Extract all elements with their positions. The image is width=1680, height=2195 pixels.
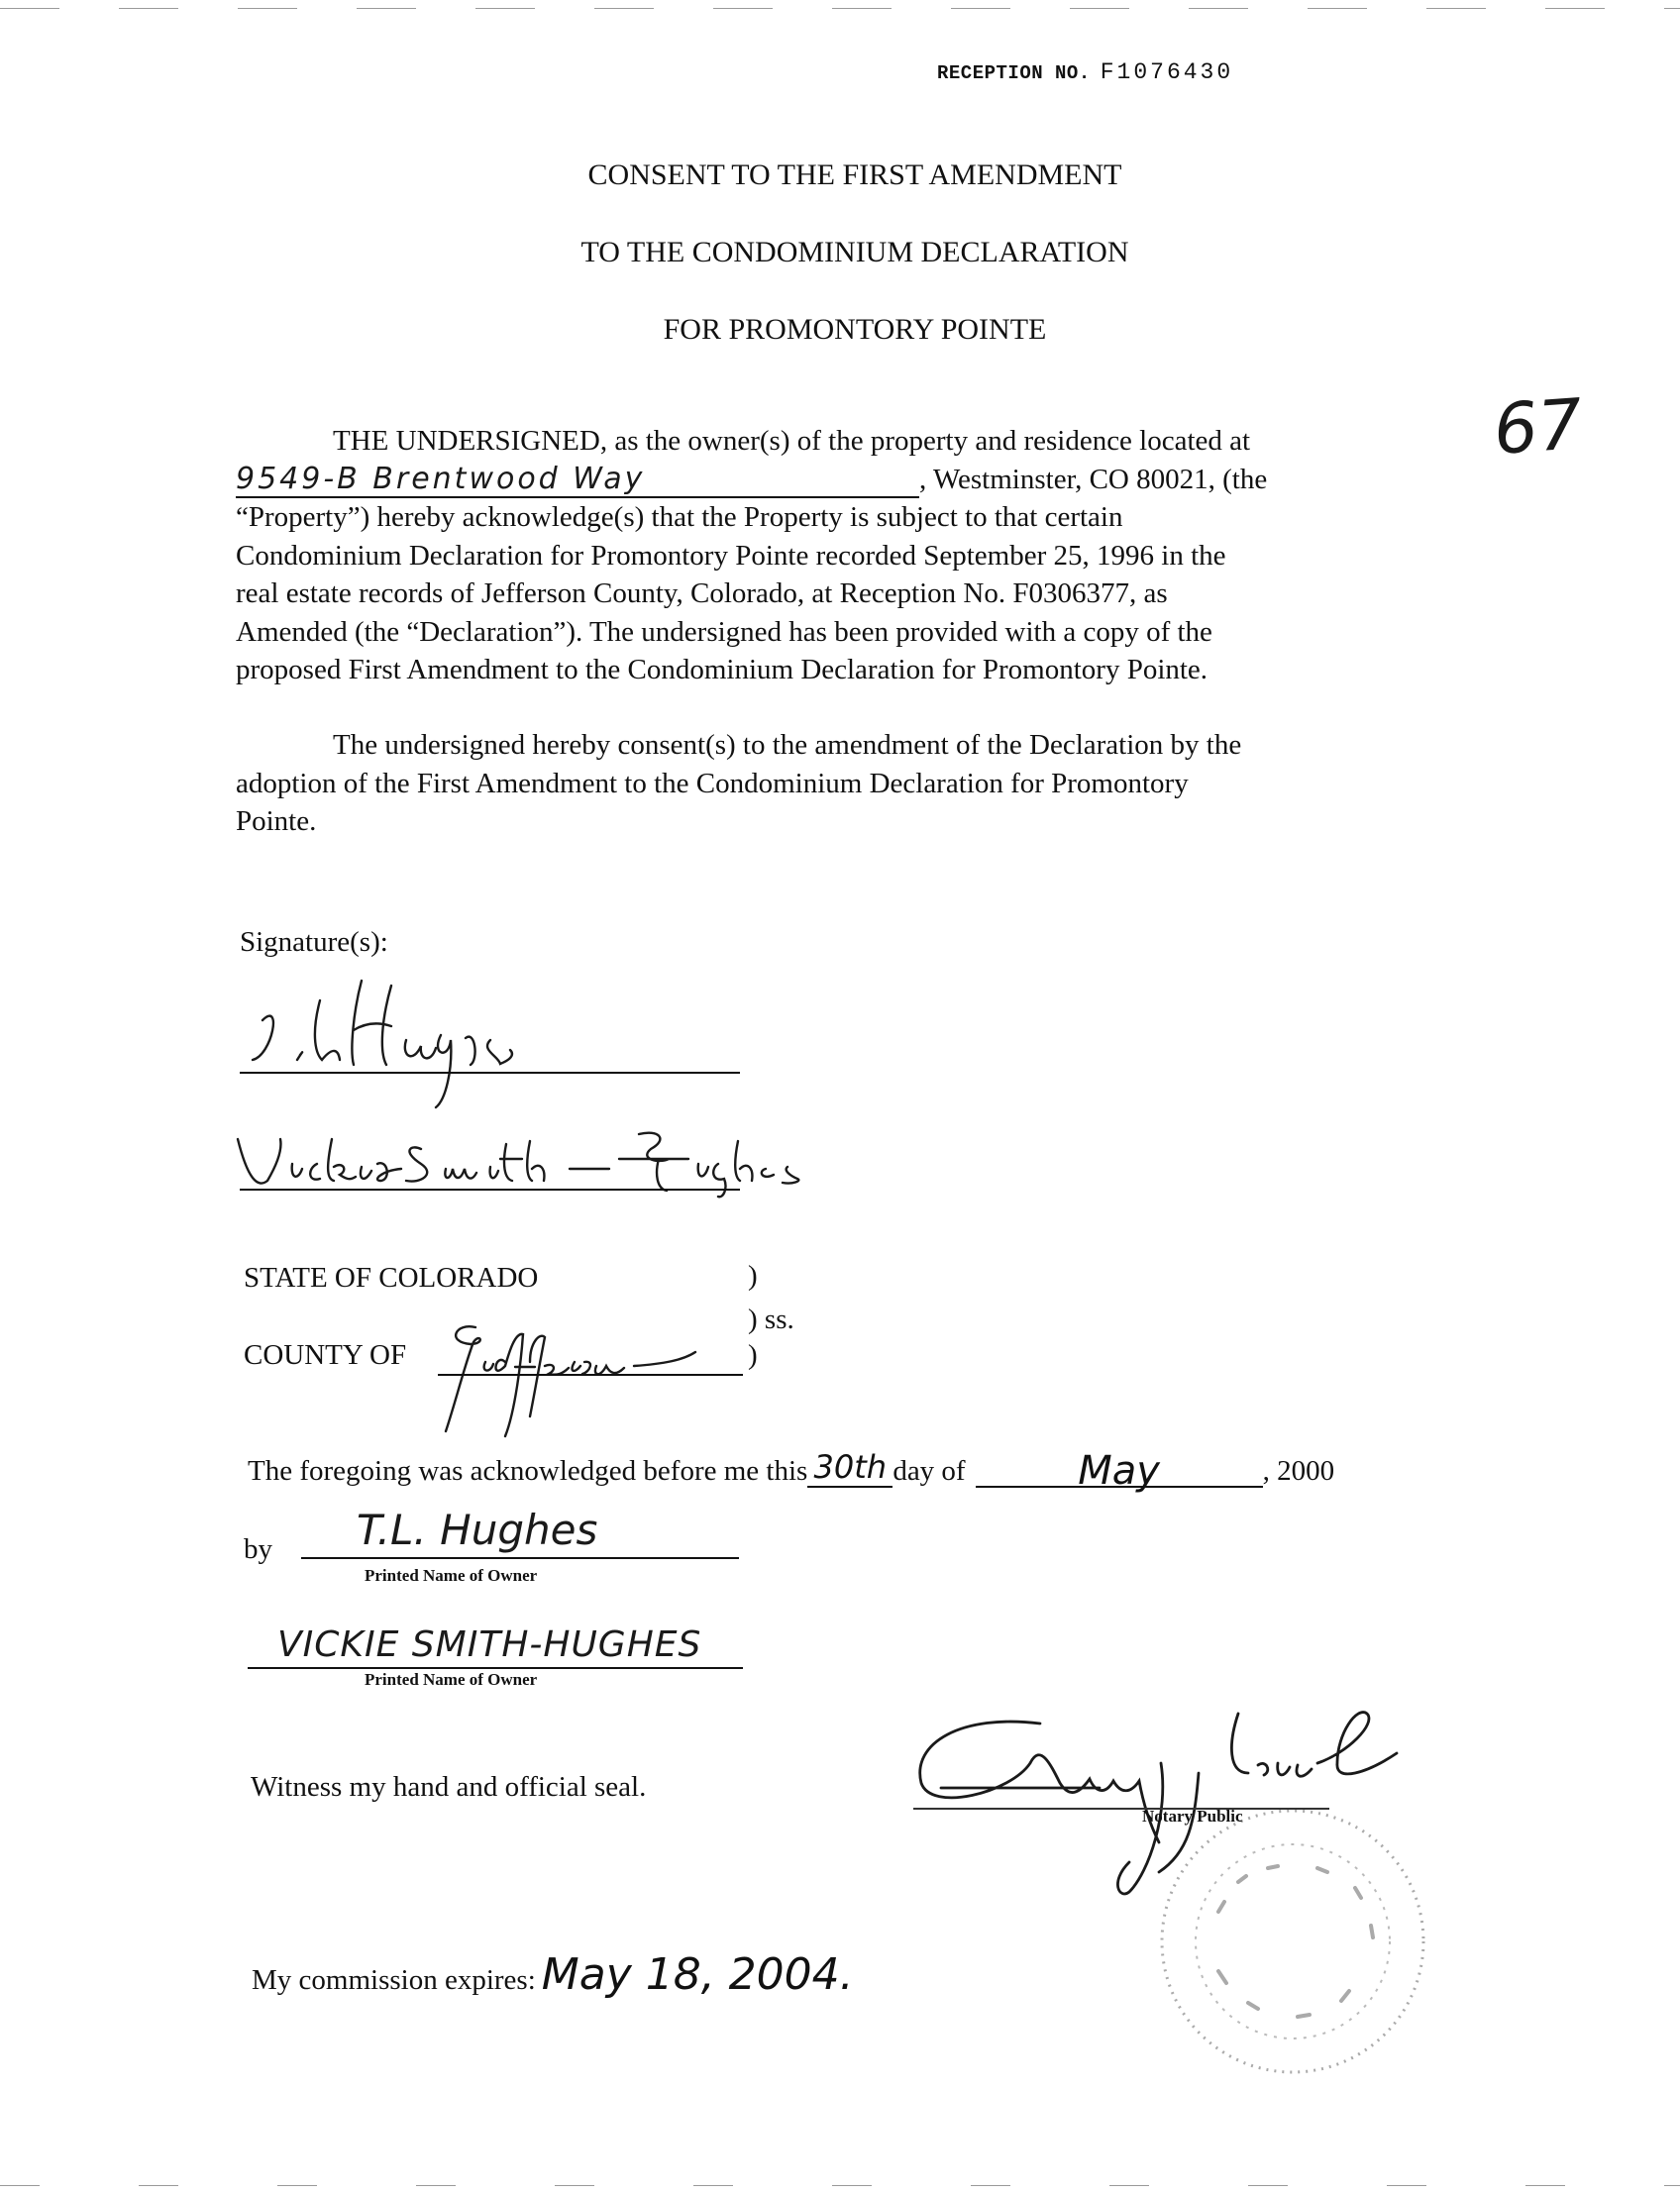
county-label: COUNTY OF xyxy=(244,1339,407,1371)
property-address-handwritten: 9549-B Brentwood Way xyxy=(236,463,919,498)
printed-name-label-1: Printed Name of Owner xyxy=(365,1566,538,1585)
signature-t-l-hughes xyxy=(243,961,570,1109)
paragraph-consent xyxy=(236,726,1424,841)
signature-line-1 xyxy=(240,1072,740,1074)
notary-line xyxy=(913,1808,1329,1810)
year-label: , 2000 xyxy=(1262,1455,1335,1487)
reception-value: F1076430 xyxy=(1100,59,1234,85)
signature-vickie-smith-hughes xyxy=(223,1119,837,1199)
handwritten-page-number: 67 xyxy=(1491,382,1585,471)
month-handwritten: May xyxy=(1078,1448,1160,1494)
reception-number xyxy=(937,59,1233,85)
owner2-printed-handwritten: VICKIE SMITH-HUGHES xyxy=(277,1624,702,1665)
foregoing-acknowledgment xyxy=(248,1448,1335,1494)
paragraph1-line5: real estate records of Jefferson County, Colorado, at Reception No. F0306377, as xyxy=(236,577,1168,609)
day-handwritten: 30th xyxy=(813,1448,888,1486)
scan-edge-mark xyxy=(0,2185,1680,2186)
paragraph1-line2-tail: , Westminster, CO 80021, (the xyxy=(919,463,1268,495)
paragraph1-line7: proposed First Amendment to the Condominium Declaration for Promontory Pointe. xyxy=(236,654,1208,685)
commission-date-handwritten: May 18, 2004. xyxy=(541,1949,854,2000)
paragraph1-line4: Condominium Declaration for Promontory Pointe recorded September 25, 1996 in the xyxy=(236,539,1226,572)
ss-label: ) ss. xyxy=(748,1304,794,1335)
paragraph2-line3: Pointe. xyxy=(236,805,317,837)
by-label: by xyxy=(244,1533,272,1565)
owner1-printed-handwritten: T.L. Hughes xyxy=(357,1506,598,1554)
paragraph2-line1: The undersigned hereby consent(s) to the amendment of the Declaration by the xyxy=(333,729,1242,761)
paren-close: ) xyxy=(748,1339,758,1371)
notary-signature xyxy=(901,1704,1456,1902)
notary-public-label: Notary Public xyxy=(1142,1807,1243,1826)
signatures-label: Signature(s): xyxy=(240,926,388,958)
commission-expires xyxy=(252,1949,854,2000)
county-handwritten-jefferson xyxy=(436,1322,753,1441)
paragraph1-line6: Amended (the “Declaration”). The undersigned has been provided with a copy of the xyxy=(236,615,1212,648)
owner2-line xyxy=(248,1667,743,1669)
owner1-line xyxy=(301,1557,739,1559)
state-label: STATE OF COLORADO xyxy=(244,1262,539,1294)
county-line xyxy=(438,1374,743,1376)
day-of-label: day of xyxy=(892,1455,966,1487)
witness-statement: Witness my hand and official seal. xyxy=(251,1771,647,1803)
printed-name-label-2: Printed Name of Owner xyxy=(365,1670,538,1689)
day-field xyxy=(807,1448,892,1488)
paragraph1-line3: “Property”) hereby acknowledge(s) that the Property is subject to that certain xyxy=(236,501,1123,533)
month-field xyxy=(976,1448,1263,1494)
foregoing-prefix: The foregoing was acknowledged before me this xyxy=(248,1455,808,1487)
title-line-1: CONSENT TO THE FIRST AMENDMENT xyxy=(587,158,1122,191)
commission-label: My commission expires: xyxy=(252,1964,536,1996)
paragraph1-line1: THE UNDERSIGNED, as the owner(s) of the property and residence located at xyxy=(333,425,1251,457)
paragraph2-line2: adoption of the First Amendment to the Condominium Declaration for Promontory xyxy=(236,767,1189,799)
signature-line-2 xyxy=(240,1189,740,1191)
title-line-3: FOR PROMONTORY POINTE xyxy=(663,313,1047,346)
reception-label: RECEPTION NO. xyxy=(937,62,1091,84)
title-line-2: TO THE CONDOMINIUM DECLARATION xyxy=(580,236,1129,268)
scan-edge-mark xyxy=(0,8,1680,9)
paragraph-property-acknowledgment xyxy=(236,422,1424,689)
paren-open: ) xyxy=(748,1260,758,1292)
